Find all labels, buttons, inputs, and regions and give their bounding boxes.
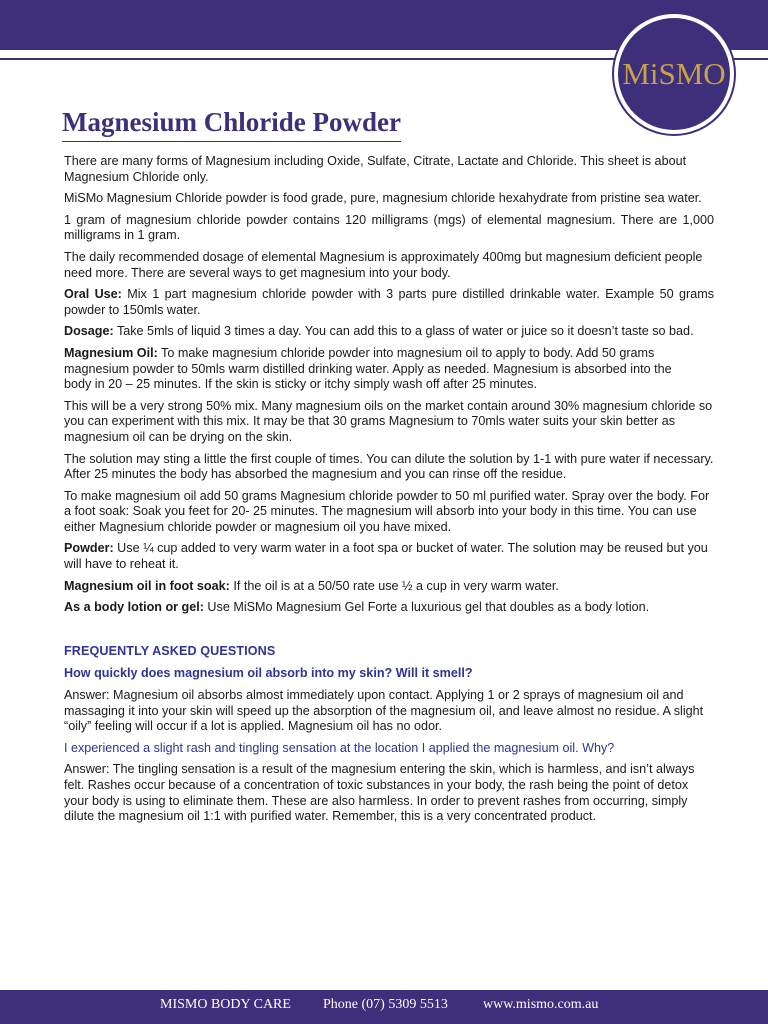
sting-paragraph: The solution may sting a little the first couple of times. You can dilute the solution by 1-1 with pure water if necessary. After 25 minutes the body has absorbed the magnesium and you can rinse off the residue. (64, 451, 714, 482)
oral-use-paragraph (64, 287, 714, 318)
dosage-text: Take 5mls of liquid 3 times a day. You can add this to a glass of water or juice so it doesn’t taste so bad. (113, 324, 694, 339)
body-lotion-paragraph (64, 600, 714, 616)
footer-company: MISMO BODY CARE (160, 997, 291, 1012)
powder-paragraph (64, 541, 714, 572)
foot-soak-label: Magnesium oil in foot soak: (64, 578, 230, 593)
document-body (64, 154, 714, 831)
powder-label: Powder: (64, 541, 114, 556)
mismo-logo (618, 18, 730, 130)
body-lotion-text: Use MiSMo Magnesium Gel Forte a luxurious gel that doubles as a body lotion. (203, 600, 650, 615)
magnesium-oil-paragraph (64, 346, 714, 393)
oral-use-text: Mix 1 part magnesium chloride powder with 3 parts pure distilled drinkable water. Example 50 grams powder to 150mls water. (64, 287, 714, 317)
product-description: MiSMo Magnesium Chloride powder is food grade, pure, magnesium chloride hexahydrate from pristine sea water. (64, 191, 702, 206)
logo-text: MiSMO (622, 56, 726, 91)
strong-mix-paragraph: This will be a very strong 50% mix. Many magnesium oils on the market contain around 30% magnesium chloride so you can experiment with this mix. It may be that 30 grams Magnesium to 70mls water suits your skin better as magnesium oil can be drying on the skin. (64, 398, 713, 444)
magnesium-content-paragraph: 1 gram of magnesium chloride powder contains 120 milligrams (mgs) of elemental magnesium. There are 1,000 milligrams in 1 gram. (64, 212, 714, 243)
body-lotion-label: As a body lotion or gel: (64, 600, 204, 615)
foot-soak-text: If the oil is at a 50/50 rate use ½ a cup in very warm water. (229, 578, 559, 593)
dosage-paragraph (64, 324, 714, 340)
page-title: Magnesium Chloride Powder (62, 106, 401, 142)
powder-text: Use ¼ cup added to very warm water in a foot spa or bucket of water. The solution may be reused but you will have to reheat it. (64, 541, 708, 572)
faq-answer-2: Answer: The tingling sensation is a result of the magnesium entering the skin, which is harmless, and isn’t always felt. Rashes occur because of a concentration of toxic substances in your body, the rash being the point of detox your body is using to eliminate them. These are also harmless. In order to prevent rashes from occurring, simply dilute the magnesium oil 1:1 with purified water. Remember, this is a very concentrated product. (64, 762, 695, 824)
intro-paragraph: There are many forms of Magnesium including Oxide, Sulfate, Citrate, Lactate and Chloride. This sheet is about Magnesium Chloride only. (64, 154, 687, 184)
magnesium-oil-label: Magnesium Oil: (64, 345, 158, 360)
magnesium-oil-text: To make magnesium chloride powder into magnesium oil to apply to body. Add 50 grams magnesium powder to 50mls warm distilled drinking water. Apply as needed. Magnesium is absorbed into the body in 20 – 25 minutes. If the skin is sticky or itchy simply wash off after 25 minutes. (64, 345, 672, 392)
oral-use-label: Oral Use: (64, 287, 122, 302)
faq-answer-1: Answer: Magnesium oil absorbs almost immediately upon contact. Applying 1 or 2 sprays of magnesium oil and massaging it into your skin will speed up the absorption of the magnesium oil, and leave almost no residue. A slight “oily” feeling will occur if a lot is applied. Magnesium oil has no odor. (64, 688, 704, 734)
faq-heading: FREQUENTLY ASKED QUESTIONS (64, 643, 276, 658)
footer-phone: Phone (07) 5309 5513 (323, 997, 448, 1012)
make-oil-paragraph: To make magnesium oil add 50 grams Magnesium chloride powder to 50 ml purified water. Spray over the body. For a foot soak: Soak you feet for 20- 25 minutes. The magnesium will absorb into your body in this time. You can use either Magnesium chloride powder or magnesium oil you have mixed. (64, 488, 710, 534)
foot-soak-paragraph (64, 579, 714, 595)
faq-question-2: I experienced a slight rash and tingling sensation at the location I applied the magnesium oil. Why? (64, 740, 615, 755)
footer-website[interactable]: www.mismo.com.au (483, 997, 599, 1012)
faq-question-1: How quickly does magnesium oil absorb into my skin? Will it smell? (64, 666, 473, 681)
dosage-label: Dosage: (64, 324, 114, 339)
daily-dosage-paragraph: The daily recommended dosage of elemental Magnesium is approximately 400mg but magnesium deficient people need more. There are several ways to get magnesium into your body. (64, 249, 703, 280)
footer-band (0, 990, 768, 1024)
